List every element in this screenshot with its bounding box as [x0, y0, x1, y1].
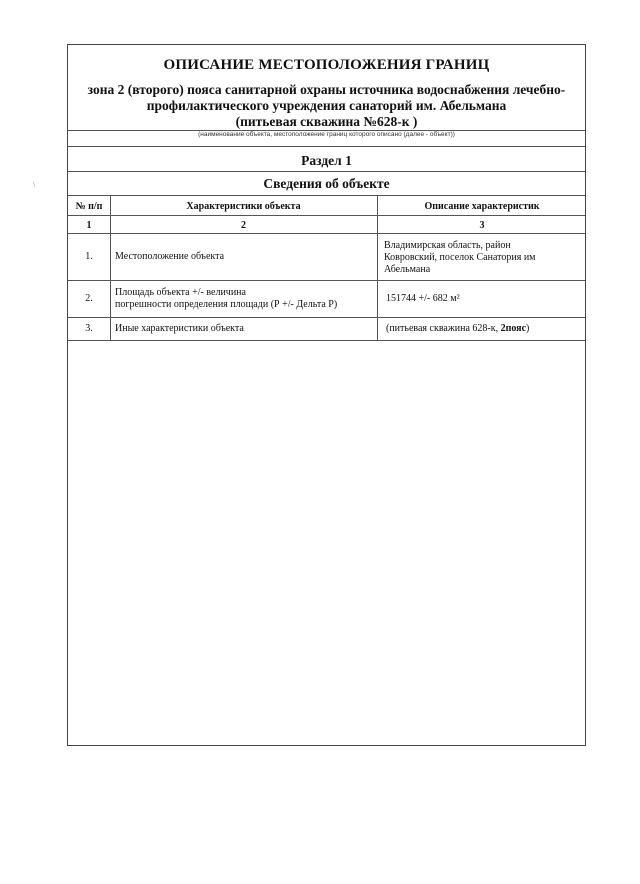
table-rule — [68, 280, 585, 281]
column-divider — [377, 195, 378, 340]
row-1-number: 1. — [85, 251, 93, 262]
section-subtitle: Сведения об объекте — [263, 176, 390, 191]
row-2-characteristic: Площадь объекта +/- величина погрешности определения площади (Р +/- Дельта Р) — [115, 287, 338, 310]
document-frame — [67, 44, 586, 746]
divider — [68, 171, 585, 172]
row-2-number: 2. — [85, 293, 93, 304]
row-3-number: 3. — [85, 323, 93, 334]
row-3-characteristic: Иные характеристики объекта — [115, 323, 244, 334]
column-divider — [110, 195, 111, 340]
column-number-3: 3 — [479, 220, 485, 231]
divider — [68, 195, 585, 196]
header-description: Описание характеристик — [424, 201, 540, 212]
document-subtitle — [72, 82, 581, 130]
section-title: Раздел 1 — [301, 153, 352, 168]
subtitle-line-3: (питьевая скважина №628-к ) — [235, 114, 418, 129]
column-number-2: 2 — [241, 220, 246, 231]
table-rule — [68, 317, 585, 318]
row-1-characteristic: Местоположение объекта — [115, 251, 225, 262]
row-1-description: Владимирская область, район Ковровский, поселок Санатория им Абельмана — [384, 240, 536, 275]
document-title: ОПИСАНИЕ МЕСТОПОЛОЖЕНИЯ ГРАНИЦ — [163, 57, 490, 73]
subtitle-line-1: зона 2 (второго) пояса санитарной охраны источника водоснабжения лечебно- — [87, 82, 566, 97]
table-rule — [68, 233, 585, 234]
header-characteristic: Характеристики объекта — [186, 201, 301, 212]
subtitle-line-2: профилактического учреждения санаторий им. Абельмана — [146, 98, 507, 113]
table-rule — [68, 340, 585, 341]
stray-mark: \ — [33, 180, 36, 189]
object-caption: (наименование объекта, местоположение границ которого описано (далее - объект)) — [198, 131, 455, 138]
table-rule — [68, 215, 585, 216]
row-2-description: 151744 +/- 682 м² — [386, 293, 460, 304]
row-3-description: (питьевая скважина 628-к, 2пояс) — [386, 323, 530, 334]
header-number: № п/п — [75, 201, 103, 212]
divider — [68, 146, 585, 147]
column-number-1: 1 — [86, 220, 92, 231]
